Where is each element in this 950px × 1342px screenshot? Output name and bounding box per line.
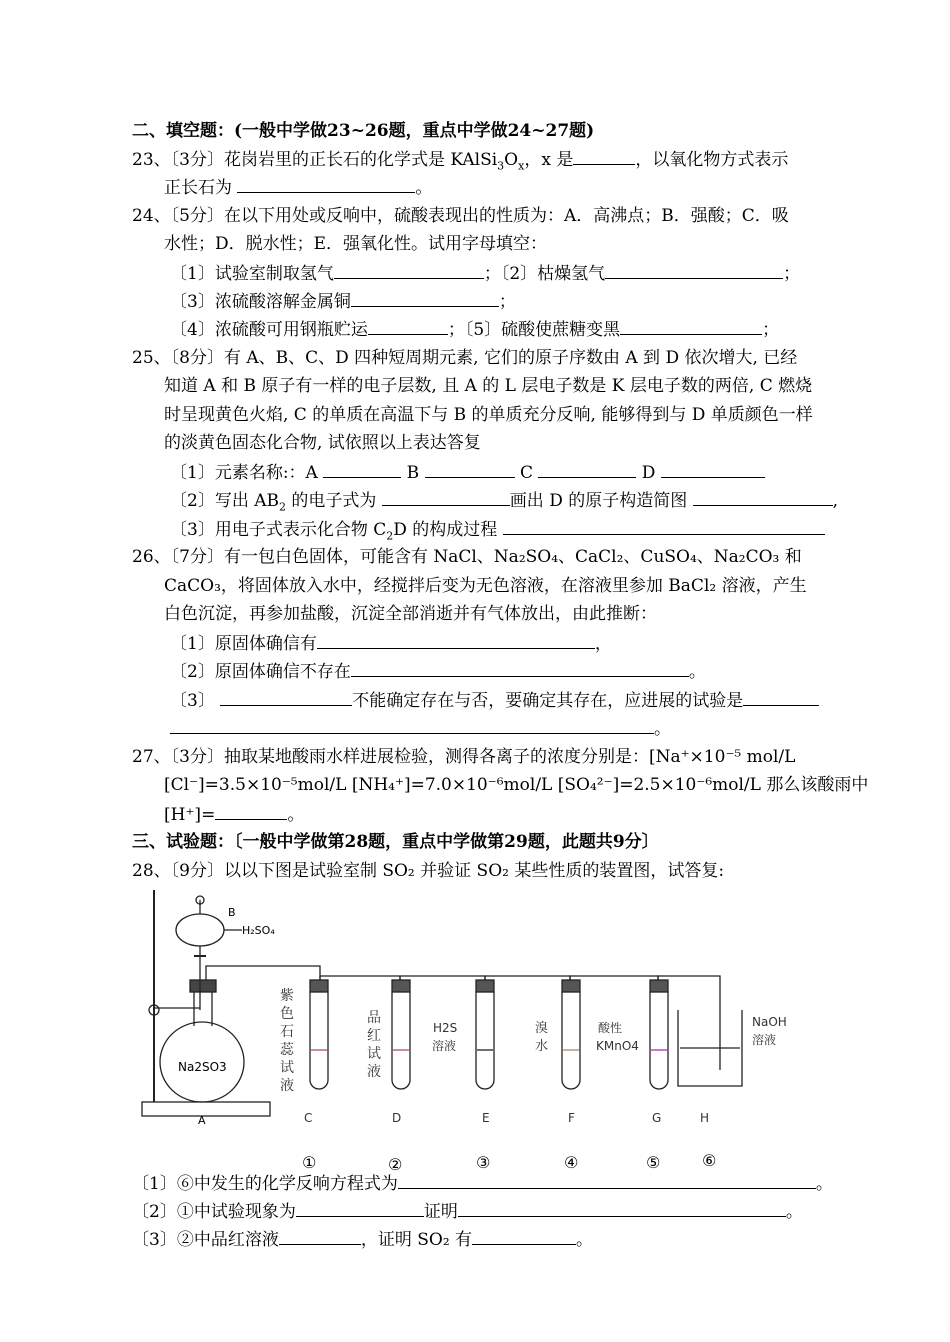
tube-D: [392, 980, 410, 1089]
q25-line2: 知道 A 和 B 原子有一样的电子层数, 且 A 的 L 层电子数是 K 层电子数的两倍, C 燃烧: [164, 376, 813, 396]
q24-item3-text: 〔3〕浓硫酸溶解金属铜: [170, 292, 351, 312]
q24-item3: [170, 290, 516, 313]
q26-item1-end: ，: [594, 634, 612, 654]
svg-text:④: ④: [564, 1153, 579, 1172]
q26-item1: [170, 632, 612, 655]
apparatus-letters: [304, 1111, 709, 1125]
q28-item2-text-a: 〔2〕①中试验现象为: [132, 1202, 296, 1222]
q23-sub1: 3: [497, 159, 505, 173]
apparatus-circled-numbers: [302, 1151, 716, 1174]
q28-item3: [132, 1228, 593, 1251]
q26-blank-3[interactable]: [220, 689, 352, 706]
q25-item3: [170, 518, 825, 541]
svg-text:溶液: 溶液: [752, 1033, 777, 1047]
q23-blank-x[interactable]: [573, 148, 635, 165]
svg-text:F: F: [568, 1111, 575, 1125]
q26-blank-4[interactable]: [743, 689, 819, 706]
svg-text:C: C: [304, 1111, 313, 1125]
q24-item4-text: 〔4〕浓硫酸可用钢瓶贮运: [170, 320, 368, 340]
q26-line1: 26、〔7分〕有一包白色固体，可能含有 NaCl、Na₂SO₄、CaCl₂、CuSO₄、Na₂CO₃ 和: [132, 547, 802, 567]
q28-item3-end: 。: [576, 1230, 594, 1250]
q24-blank-2[interactable]: [605, 262, 783, 279]
q25-blank-A[interactable]: [323, 461, 401, 478]
tube-C-label: [280, 987, 295, 1094]
q24-item4: [170, 318, 779, 341]
flask-label: Na2SO3: [178, 1060, 227, 1074]
q28-item3-text-b: ，证明 SO₂ 有: [360, 1230, 473, 1250]
stand-base: [142, 1102, 270, 1116]
label-A: A: [198, 1114, 206, 1127]
q28-item1-text: 〔1〕⑥中发生的化学反响方程式为: [132, 1174, 398, 1194]
svg-text:H2S: H2S: [433, 1021, 458, 1035]
q28-blank-3[interactable]: [458, 1200, 786, 1217]
tube-D-label: [367, 1010, 381, 1080]
q27-line3: [164, 803, 304, 826]
svg-text:紫: 紫: [280, 988, 294, 1004]
q25-label-D: D: [641, 463, 656, 483]
svg-text:⑥: ⑥: [702, 1151, 717, 1170]
q26-item1-text: 〔1〕原固体确信有: [170, 634, 317, 654]
svg-text:G: G: [652, 1111, 662, 1125]
q25-label-C: C: [519, 463, 533, 483]
q24-item5-text: ；〔5〕硫酸使蔗糖变黑: [447, 320, 621, 340]
svg-text:色: 色: [280, 1006, 294, 1022]
q26-line3: 白色沉淀，再参加盐酸，沉淀全部消逝并有气体放出，由此推断：: [164, 604, 657, 624]
svg-text:D: D: [392, 1111, 402, 1125]
pipe-EF: [485, 976, 570, 988]
q23-line2-end: 。: [415, 178, 433, 198]
q24-blank-1[interactable]: [334, 262, 484, 279]
svg-text:水: 水: [535, 1039, 549, 1054]
q25-label-B: B: [406, 463, 420, 483]
svg-text:试: 试: [367, 1046, 381, 1062]
q24-semi-2: ；: [498, 292, 516, 312]
svg-text:③: ③: [476, 1153, 491, 1172]
svg-text:酸性: 酸性: [598, 1021, 623, 1035]
q24-semi-1: ；: [783, 264, 801, 284]
q28-item3-text-a: 〔3〕②中品红溶液: [132, 1230, 279, 1250]
q26-item3-end: 。: [654, 719, 671, 739]
q25-item3-text-b: D 的构成过程: [393, 520, 498, 540]
section3-title: 三、试验题：〔一般中学做第28题，重点中学做第29题，此题共9分〕: [132, 832, 659, 852]
q26-item2-text: 〔2〕原固体确信不存在: [170, 662, 351, 682]
q23-text-c: ，x 是: [524, 150, 574, 170]
q28-item2-text-b: 证明: [423, 1202, 458, 1222]
q27-line3-end: 。: [287, 805, 305, 825]
q23-text-a: 23、〔3分〕花岗岩里的正长石的化学式是 KAlSi: [132, 150, 498, 170]
q28-blank-5[interactable]: [472, 1228, 576, 1245]
q25-item2: [170, 489, 838, 512]
tube-E: [476, 980, 494, 1089]
tube-C: [310, 980, 328, 1089]
q27-blank-h[interactable]: [215, 803, 287, 820]
q25-item2-text-a: 〔2〕写出 AB: [170, 491, 279, 511]
q25-item1: [170, 461, 765, 484]
q27-line2: [Cl⁻]=3.5×10⁻⁵mol/L [NH₄⁺]=7.0×10⁻⁶mol/L [SO₄²⁻]=2.5×10⁻⁶mol/L 那么该酸雨中: [164, 775, 869, 795]
q25-blank-structure[interactable]: [693, 489, 833, 506]
q28-item2-end: 。: [785, 1202, 803, 1222]
svg-text:E: E: [482, 1111, 490, 1125]
funnel-bulb: [176, 914, 224, 946]
tube-E-label: [432, 1021, 457, 1053]
svg-text:溴: 溴: [535, 1021, 549, 1036]
q28-blank-2[interactable]: [296, 1200, 424, 1217]
q24-blank-3[interactable]: [351, 290, 499, 307]
section2-title: 二、填空题：(一般中学做23~26题，重点中学做24~27题): [132, 121, 595, 141]
q28-blank-1[interactable]: [398, 1172, 816, 1189]
svg-text:KMnO4: KMnO4: [596, 1039, 639, 1053]
svg-text:②: ②: [388, 1155, 403, 1174]
pipe-CD: [320, 976, 400, 988]
q25-blank-electron[interactable]: [382, 489, 510, 506]
pipe-DE: [400, 976, 485, 988]
q25-item2-text-c: 画出 D 的原子构造简图: [509, 491, 688, 511]
svg-text:溶液: 溶液: [432, 1039, 457, 1053]
q24-item2-text: ；〔2〕枯燥氢气: [483, 264, 606, 284]
svg-text:石: 石: [280, 1024, 294, 1040]
q25-item2-sub: 2: [279, 500, 286, 514]
h2so4-label: H₂SO₄: [242, 924, 275, 937]
svg-text:NaOH: NaOH: [752, 1015, 787, 1029]
q26-item3-text-b: 不能确定存在与否，要确定其存在，应进展的试验是: [352, 691, 744, 711]
svg-text:①: ①: [302, 1153, 317, 1172]
svg-text:H: H: [700, 1111, 710, 1125]
q26-line2: CaCO₃，将固体放入水中，经搅拌后变为无色溶液，在溶液里参加 BaCl₂ 溶液，产生: [164, 576, 807, 596]
svg-text:液: 液: [280, 1078, 294, 1094]
q26-item2: [170, 660, 706, 683]
q25-blank-C[interactable]: [538, 461, 636, 478]
q26-blank-2[interactable]: [351, 660, 689, 677]
q25-blank-D[interactable]: [661, 461, 765, 478]
q23-line1: [132, 148, 788, 171]
svg-text:⑤: ⑤: [646, 1153, 661, 1172]
q23-text-b: O: [504, 150, 519, 170]
q23-line2-text: 正长石为: [164, 178, 232, 198]
tube-G-label: [596, 1020, 639, 1053]
q27-line1: 27、〔3分〕抽取某地酸雨水样进展检验，测得各离子的浓度分别是：[Na⁺×10⁻⁵ mol/L: [132, 747, 796, 767]
q28-item1-end: 。: [815, 1174, 833, 1194]
q24-blank-5[interactable]: [620, 318, 762, 335]
q25-blank-process[interactable]: [503, 518, 825, 535]
tube-G: [650, 980, 668, 1089]
q23-sub2: x: [518, 159, 525, 173]
q25-item3-sub: 2: [386, 529, 394, 543]
q26-blank-1[interactable]: [317, 632, 595, 649]
q25-item2-end: ,: [832, 491, 839, 511]
beaker-label: [752, 1015, 787, 1047]
q28-line1: 28、〔9分〕以以下图是试验室制 SO₂ 并验证 SO₂ 某些性质的装置图，试答复:: [132, 861, 725, 881]
q24-item1: [170, 262, 800, 285]
q25-blank-B[interactable]: [425, 461, 515, 478]
svg-text:蕊: 蕊: [280, 1042, 294, 1058]
q24-item1-text: 〔1〕试验室制取氢气: [170, 264, 334, 284]
q25-item3-text-a: 〔3〕用电子式表示化合物 C: [170, 520, 387, 540]
q24-line1: 24、〔5分〕在以下用处或反响中，硫酸表现出的性质为：A．高沸点；B．强酸；C．吸: [132, 206, 789, 226]
q23-line2: [164, 176, 432, 199]
svg-text:试: 试: [280, 1060, 294, 1076]
pipe-FG: [570, 976, 658, 988]
label-B: B: [228, 906, 236, 919]
q28-item1: [132, 1172, 833, 1195]
q24-line2: 水性；D．脱水性；E．强氧化性。试用字母填空：: [164, 234, 548, 254]
svg-text:液: 液: [367, 1064, 381, 1080]
q26-item3-cont: [170, 717, 671, 740]
delivery-tube: [206, 966, 320, 988]
q24-blank-4[interactable]: [368, 318, 448, 335]
q25-item1-text: 〔1〕元素名称:：A: [170, 463, 318, 483]
q28-item2: [132, 1200, 803, 1223]
svg-text:红: 红: [367, 1028, 381, 1044]
q28-blank-4[interactable]: [279, 1228, 361, 1245]
q25-line4: 的淡黄色固态化合物, 试依照以上表达答复: [164, 433, 481, 453]
q26-item2-end: 。: [688, 662, 706, 682]
q26-blank-5[interactable]: [170, 717, 654, 734]
apparatus-diagram: [130, 890, 810, 1180]
q27-line3-text: [H⁺]=: [164, 805, 216, 825]
flask-stopper: [190, 980, 216, 992]
svg-text:品: 品: [367, 1010, 381, 1026]
tube-F-label: [535, 1021, 548, 1054]
q25-item2-text-b: 的电子式为: [291, 491, 377, 511]
q25-line1: 25、〔8分〕有 A、B、C、D 四种短周期元素, 它们的原子序数由 A 到 D 依次增大, 已经: [132, 348, 798, 368]
q26-item3: [170, 689, 819, 712]
tube-F: [562, 980, 580, 1089]
q24-semi-3: ；: [762, 320, 780, 340]
q25-line3: 时呈现黄色火焰, C 的单质在高温下与 B 的单质充分反响, 能够得到与 D 单质颜色一样: [164, 405, 813, 425]
q23-text-d: ，以氧化物方式表示: [635, 150, 789, 170]
q26-item3-text-a: 〔3〕: [170, 691, 215, 711]
q23-blank-oxide[interactable]: [237, 176, 415, 193]
